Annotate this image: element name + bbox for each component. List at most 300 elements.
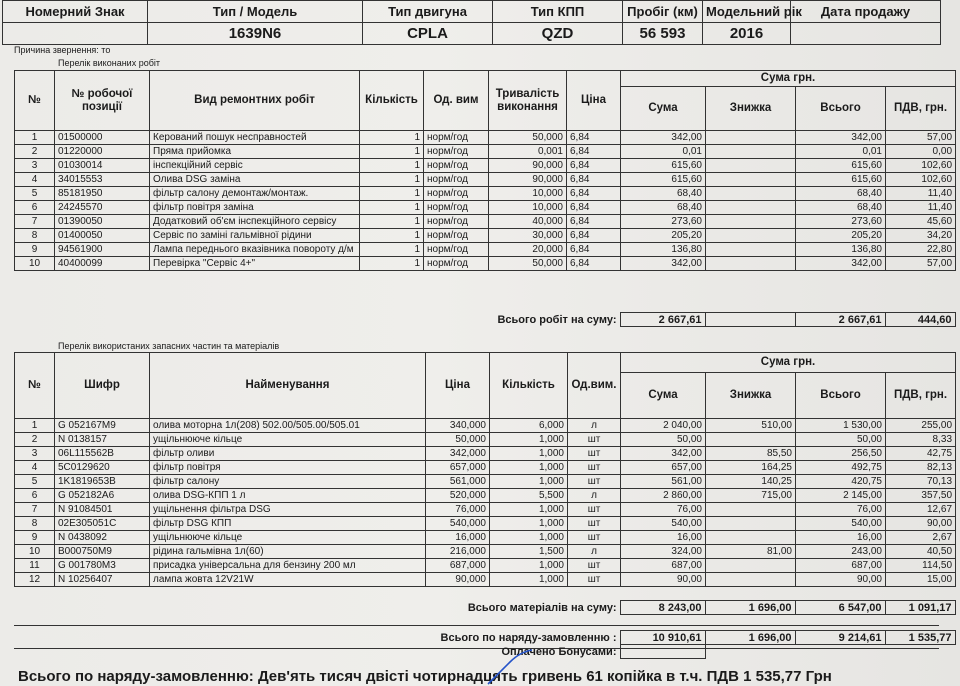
row-num: 6: [15, 201, 55, 215]
row-code: 40400099: [55, 257, 150, 271]
row-qty: 1: [360, 187, 424, 201]
vehicle-header-sale-date: Дата продажу: [791, 1, 941, 23]
row-code: N 91084501: [55, 503, 150, 517]
row-num: 1: [15, 419, 55, 433]
vehicle-mileage: 56 593: [623, 23, 703, 45]
row-discount: 164,25: [706, 461, 796, 475]
row-duration: 20,000: [489, 243, 567, 257]
row-total: 687,00: [796, 559, 886, 573]
row-discount: [706, 215, 796, 229]
parts-col-price: Ціна: [426, 353, 490, 419]
row-duration: 50,000: [489, 131, 567, 145]
works-total-vat: 444,60: [885, 313, 955, 327]
row-total: 615,60: [796, 173, 886, 187]
table-row: [15, 187, 956, 201]
row-name: Олива DSG заміна: [150, 173, 360, 187]
row-price: 6,84: [567, 187, 621, 201]
row-total: 540,00: [796, 517, 886, 531]
row-total: 492,75: [796, 461, 886, 475]
works-col-code: № робочої позиції: [55, 71, 150, 131]
row-sum: 342,00: [621, 131, 706, 145]
row-sum: 342,00: [621, 257, 706, 271]
row-duration: 30,000: [489, 229, 567, 243]
grand-total-total: 9 214,61: [795, 631, 885, 645]
row-sum: 615,60: [621, 159, 706, 173]
row-code: B000750M9: [55, 545, 150, 559]
table-row: [15, 489, 956, 503]
row-qty: 1: [360, 229, 424, 243]
row-qty: 1: [360, 131, 424, 145]
row-code: 5C0129620: [55, 461, 150, 475]
row-sum: 16,00: [621, 531, 706, 545]
table-row: [15, 229, 956, 243]
row-name: фільтр салону демонтаж/монтаж.: [150, 187, 360, 201]
row-vat: 34,20: [886, 229, 956, 243]
row-sum: 205,20: [621, 229, 706, 243]
row-unit: шт: [568, 475, 621, 489]
row-unit: л: [568, 545, 621, 559]
row-sum: 68,40: [621, 201, 706, 215]
row-discount: 140,25: [706, 475, 796, 489]
row-price: 6,84: [567, 159, 621, 173]
row-name: рідина гальмівна 1л(60): [150, 545, 426, 559]
row-name: ущільнююче кільце: [150, 531, 426, 545]
row-qty: 1,000: [490, 461, 568, 475]
works-total-total: 2 667,61: [795, 313, 885, 327]
row-sum: 68,40: [621, 187, 706, 201]
row-discount: [706, 531, 796, 545]
row-name: Керований пошук несправностей: [150, 131, 360, 145]
row-vat: 57,00: [886, 131, 956, 145]
works-col-qty: Кількість: [360, 71, 424, 131]
row-unit: шт: [568, 573, 621, 587]
row-unit: норм/год: [424, 257, 489, 271]
table-row: [15, 573, 956, 587]
row-qty: 1,000: [490, 433, 568, 447]
row-sum: 615,60: [621, 173, 706, 187]
row-name: ущільнююче кільце: [150, 433, 426, 447]
row-unit: шт: [568, 447, 621, 461]
vehicle-model: 1639N6: [148, 23, 363, 45]
bonus-label: Оплачено Бонусами:: [501, 645, 617, 658]
row-discount: [706, 243, 796, 257]
row-discount: [706, 145, 796, 159]
row-price: 6,84: [567, 243, 621, 257]
row-total: 420,75: [796, 475, 886, 489]
row-unit: шт: [568, 461, 621, 475]
row-vat: 255,00: [886, 419, 956, 433]
row-num: 8: [15, 229, 55, 243]
row-vat: 357,50: [886, 489, 956, 503]
works-col-total: Всього: [796, 87, 886, 131]
parts-col-vat: ПДВ, грн.: [886, 373, 956, 419]
parts-col-code: Шифр: [55, 353, 150, 419]
row-price: 561,000: [426, 475, 490, 489]
row-price: 6,84: [567, 229, 621, 243]
row-sum: 273,60: [621, 215, 706, 229]
row-name: Пряма прийомка: [150, 145, 360, 159]
parts-total-vat: 1 091,17: [885, 601, 955, 615]
vehicle-engine: CPLA: [363, 23, 493, 45]
row-price: 687,000: [426, 559, 490, 573]
works-rows: [15, 131, 956, 271]
bonus-value: [620, 645, 705, 659]
row-total: 273,60: [796, 215, 886, 229]
row-qty: 1,000: [490, 503, 568, 517]
row-price: 90,000: [426, 573, 490, 587]
row-name: фільтр DSG КПП: [150, 517, 426, 531]
row-unit: норм/год: [424, 215, 489, 229]
row-discount: 715,00: [706, 489, 796, 503]
table-row: [15, 531, 956, 545]
vehicle-plate: [3, 23, 148, 45]
row-code: N 0438092: [55, 531, 150, 545]
row-code: 24245570: [55, 201, 150, 215]
works-col-sum-group: Сума грн.: [621, 71, 956, 87]
row-num: 7: [15, 503, 55, 517]
row-duration: 90,000: [489, 173, 567, 187]
row-total: 136,80: [796, 243, 886, 257]
row-name: олива DSG-КПП 1 л: [150, 489, 426, 503]
table-row: [15, 433, 956, 447]
works-total-table: [14, 312, 956, 327]
grand-total-table: [14, 630, 956, 659]
row-discount: [706, 433, 796, 447]
works-col-vat: ПДВ, грн.: [886, 87, 956, 131]
row-price: 342,000: [426, 447, 490, 461]
row-code: 94561900: [55, 243, 150, 257]
row-price: 76,000: [426, 503, 490, 517]
row-code: 34015553: [55, 173, 150, 187]
row-name: лампа жовта 12V21W: [150, 573, 426, 587]
row-price: 520,000: [426, 489, 490, 503]
row-vat: 45,60: [886, 215, 956, 229]
row-vat: 12,67: [886, 503, 956, 517]
row-num: 9: [15, 243, 55, 257]
row-name: Сервіс по заміні гальмівної рідини: [150, 229, 360, 243]
row-qty: 1: [360, 159, 424, 173]
parts-caption: Перелік використаних запасних частин та матеріалів: [58, 341, 280, 351]
row-code: G 052182A6: [55, 489, 150, 503]
row-sum: 324,00: [621, 545, 706, 559]
row-num: 4: [15, 461, 55, 475]
row-num: 12: [15, 573, 55, 587]
table-row: [15, 145, 956, 159]
reason-label: Причина звернення: то: [14, 45, 111, 55]
row-sum: 540,00: [621, 517, 706, 531]
row-vat: 90,00: [886, 517, 956, 531]
row-vat: 2,67: [886, 531, 956, 545]
row-code: 01390050: [55, 215, 150, 229]
parts-col-total: Всього: [796, 373, 886, 419]
row-num: 10: [15, 257, 55, 271]
row-code: G 052167M9: [55, 419, 150, 433]
parts-col-discount: Знижка: [706, 373, 796, 419]
parts-col-num: №: [15, 353, 55, 419]
row-total: 615,60: [796, 159, 886, 173]
row-total: 205,20: [796, 229, 886, 243]
row-unit: шт: [568, 517, 621, 531]
row-vat: 8,33: [886, 433, 956, 447]
row-vat: 11,40: [886, 201, 956, 215]
parts-total-label: Всього матеріалів на суму:: [467, 601, 617, 614]
row-code: 01030014: [55, 159, 150, 173]
row-name: Лампа переднього вказівника повороту д/м: [150, 243, 360, 257]
row-total: 1 530,00: [796, 419, 886, 433]
row-total: 243,00: [796, 545, 886, 559]
row-discount: [706, 559, 796, 573]
grand-total-discount: 1 696,00: [705, 631, 795, 645]
row-vat: 70,13: [886, 475, 956, 489]
row-sum: 136,80: [621, 243, 706, 257]
works-total-discount: [705, 313, 795, 327]
table-row: [15, 517, 956, 531]
grand-total-vat: 1 535,77: [885, 631, 955, 645]
row-vat: 15,00: [886, 573, 956, 587]
parts-col-unit: Од.вим.: [568, 353, 621, 419]
parts-col-qty: Кількість: [490, 353, 568, 419]
row-code: G 001780M3: [55, 559, 150, 573]
pen-stroke: [488, 650, 532, 684]
works-col-unit: Од. вим: [424, 71, 489, 131]
table-row: [15, 447, 956, 461]
row-discount: [706, 159, 796, 173]
row-code: 01400050: [55, 229, 150, 243]
row-unit: норм/год: [424, 243, 489, 257]
row-unit: л: [568, 419, 621, 433]
row-discount: [706, 257, 796, 271]
grand-total-label: Всього по наряду-замовленню :: [440, 631, 617, 644]
row-sum: 561,00: [621, 475, 706, 489]
row-vat: 102,60: [886, 173, 956, 187]
table-row: [15, 503, 956, 517]
row-discount: 81,00: [706, 545, 796, 559]
row-total: 90,00: [796, 573, 886, 587]
row-unit: л: [568, 489, 621, 503]
row-qty: 1,500: [490, 545, 568, 559]
table-row: [15, 419, 956, 433]
row-sum: 76,00: [621, 503, 706, 517]
pen-check-mark: [486, 648, 536, 686]
row-total: 68,40: [796, 187, 886, 201]
parts-col-name: Найменування: [150, 353, 426, 419]
vehicle-gearbox: QZD: [493, 23, 623, 45]
table-row: [15, 559, 956, 573]
row-name: Додатковий об'єм інспекційного сервісу: [150, 215, 360, 229]
works-table: [14, 70, 956, 271]
row-unit: шт: [568, 531, 621, 545]
row-price: 6,84: [567, 257, 621, 271]
vehicle-header-model-year: Модельний рік: [703, 1, 791, 23]
row-sum: 2 040,00: [621, 419, 706, 433]
row-vat: 0,00: [886, 145, 956, 159]
row-unit: норм/год: [424, 201, 489, 215]
row-qty: 1: [360, 173, 424, 187]
row-num: 3: [15, 159, 55, 173]
row-name: фільтр оливи: [150, 447, 426, 461]
parts-total-discount: 1 696,00: [705, 601, 795, 615]
row-total: 50,00: [796, 433, 886, 447]
works-total-label: Всього робіт на суму:: [497, 313, 617, 326]
row-duration: 10,000: [489, 201, 567, 215]
vehicle-header-gearbox: Тип КПП: [493, 1, 623, 23]
row-price: 657,000: [426, 461, 490, 475]
row-vat: 42,75: [886, 447, 956, 461]
row-sum: 0,01: [621, 145, 706, 159]
row-num: 11: [15, 559, 55, 573]
row-num: 3: [15, 447, 55, 461]
row-num: 2: [15, 145, 55, 159]
row-qty: 1: [360, 257, 424, 271]
row-qty: 1: [360, 145, 424, 159]
row-code: N 10256407: [55, 573, 150, 587]
row-code: 01500000: [55, 131, 150, 145]
row-price: 6,84: [567, 201, 621, 215]
works-total-sum: 2 667,61: [620, 313, 705, 327]
row-qty: 1,000: [490, 517, 568, 531]
works-col-discount: Знижка: [706, 87, 796, 131]
row-vat: 57,00: [886, 257, 956, 271]
row-name: інспекційний сервіс: [150, 159, 360, 173]
vehicle-header-model: Тип / Модель: [148, 1, 363, 23]
works-col-num: №: [15, 71, 55, 131]
row-num: 8: [15, 517, 55, 531]
row-qty: 1,000: [490, 559, 568, 573]
vehicle-header-engine: Тип двигуна: [363, 1, 493, 23]
row-discount: [706, 173, 796, 187]
table-row: [15, 461, 956, 475]
row-unit: норм/год: [424, 229, 489, 243]
row-code: 06L115562B: [55, 447, 150, 461]
row-sum: 687,00: [621, 559, 706, 573]
row-price: 6,84: [567, 215, 621, 229]
row-discount: [706, 229, 796, 243]
row-discount: [706, 503, 796, 517]
row-price: 540,000: [426, 517, 490, 531]
row-name: присадка універсальна для бензину 200 мл: [150, 559, 426, 573]
row-qty: 5,500: [490, 489, 568, 503]
row-num: 5: [15, 475, 55, 489]
parts-col-sum: Сума: [621, 373, 706, 419]
row-code: 1K1819653B: [55, 475, 150, 489]
row-discount: 510,00: [706, 419, 796, 433]
works-col-sum: Сума: [621, 87, 706, 131]
row-unit: норм/год: [424, 145, 489, 159]
parts-col-sum-group: Сума грн.: [621, 353, 956, 373]
row-name: фільтр повітря: [150, 461, 426, 475]
table-row: [15, 173, 956, 187]
row-discount: 85,50: [706, 447, 796, 461]
parts-table: [14, 352, 956, 587]
works-col-price: Ціна: [567, 71, 621, 131]
row-price: 16,000: [426, 531, 490, 545]
parts-total-sum: 8 243,00: [620, 601, 705, 615]
works-col-name: Вид ремонтних робіт: [150, 71, 360, 131]
vehicle-header-plate: Номерний Знак: [3, 1, 148, 23]
row-code: 85181950: [55, 187, 150, 201]
row-sum: 50,00: [621, 433, 706, 447]
row-qty: 1: [360, 201, 424, 215]
row-sum: 2 860,00: [621, 489, 706, 503]
row-duration: 90,000: [489, 159, 567, 173]
table-row: [15, 201, 956, 215]
parts-rows: [15, 419, 956, 587]
row-duration: 0,001: [489, 145, 567, 159]
works-col-duration: Тривалість виконання: [489, 71, 567, 131]
row-unit: норм/год: [424, 131, 489, 145]
row-total: 342,00: [796, 257, 886, 271]
row-num: 9: [15, 531, 55, 545]
table-row: [15, 257, 956, 271]
table-row: [15, 545, 956, 559]
grand-total-sum: 10 910,61: [620, 631, 705, 645]
row-price: 50,000: [426, 433, 490, 447]
row-discount: [706, 187, 796, 201]
row-price: 6,84: [567, 131, 621, 145]
row-unit: норм/год: [424, 159, 489, 173]
row-vat: 11,40: [886, 187, 956, 201]
row-unit: шт: [568, 433, 621, 447]
table-row: [15, 159, 956, 173]
row-price: 6,84: [567, 173, 621, 187]
row-unit: норм/год: [424, 187, 489, 201]
row-discount: [706, 573, 796, 587]
row-name: фільтр салону: [150, 475, 426, 489]
table-row: [15, 475, 956, 489]
parts-total-table: [14, 600, 956, 615]
row-total: 16,00: [796, 531, 886, 545]
row-code: N 0138157: [55, 433, 150, 447]
row-discount: [706, 131, 796, 145]
parts-total-total: 6 547,00: [795, 601, 885, 615]
row-duration: 10,000: [489, 187, 567, 201]
row-total: 0,01: [796, 145, 886, 159]
row-price: 216,000: [426, 545, 490, 559]
table-row: [15, 131, 956, 145]
table-row: [15, 215, 956, 229]
row-total: 68,40: [796, 201, 886, 215]
row-unit: шт: [568, 559, 621, 573]
row-qty: 6,000: [490, 419, 568, 433]
row-num: 1: [15, 131, 55, 145]
row-qty: 1,000: [490, 447, 568, 461]
row-num: 7: [15, 215, 55, 229]
vehicle-info-table: [2, 0, 941, 45]
row-total: 342,00: [796, 131, 886, 145]
row-code: 01220000: [55, 145, 150, 159]
row-qty: 1,000: [490, 573, 568, 587]
row-duration: 40,000: [489, 215, 567, 229]
row-unit: шт: [568, 503, 621, 517]
row-vat: 22,80: [886, 243, 956, 257]
row-discount: [706, 517, 796, 531]
works-caption: Перелік виконаних робіт: [58, 58, 160, 68]
row-vat: 102,60: [886, 159, 956, 173]
row-name: олива моторна 1л(208) 502.00/505.00/505.01: [150, 419, 426, 433]
row-vat: 40,50: [886, 545, 956, 559]
row-price: 6,84: [567, 145, 621, 159]
vehicle-header-mileage: Пробіг (км): [623, 1, 703, 23]
row-num: 2: [15, 433, 55, 447]
row-qty: 1: [360, 243, 424, 257]
row-name: Перевірка "Сервіс 4+": [150, 257, 360, 271]
row-total: 2 145,00: [796, 489, 886, 503]
row-sum: 342,00: [621, 447, 706, 461]
row-qty: 1,000: [490, 531, 568, 545]
row-duration: 50,000: [489, 257, 567, 271]
row-sum: 90,00: [621, 573, 706, 587]
row-vat: 114,50: [886, 559, 956, 573]
